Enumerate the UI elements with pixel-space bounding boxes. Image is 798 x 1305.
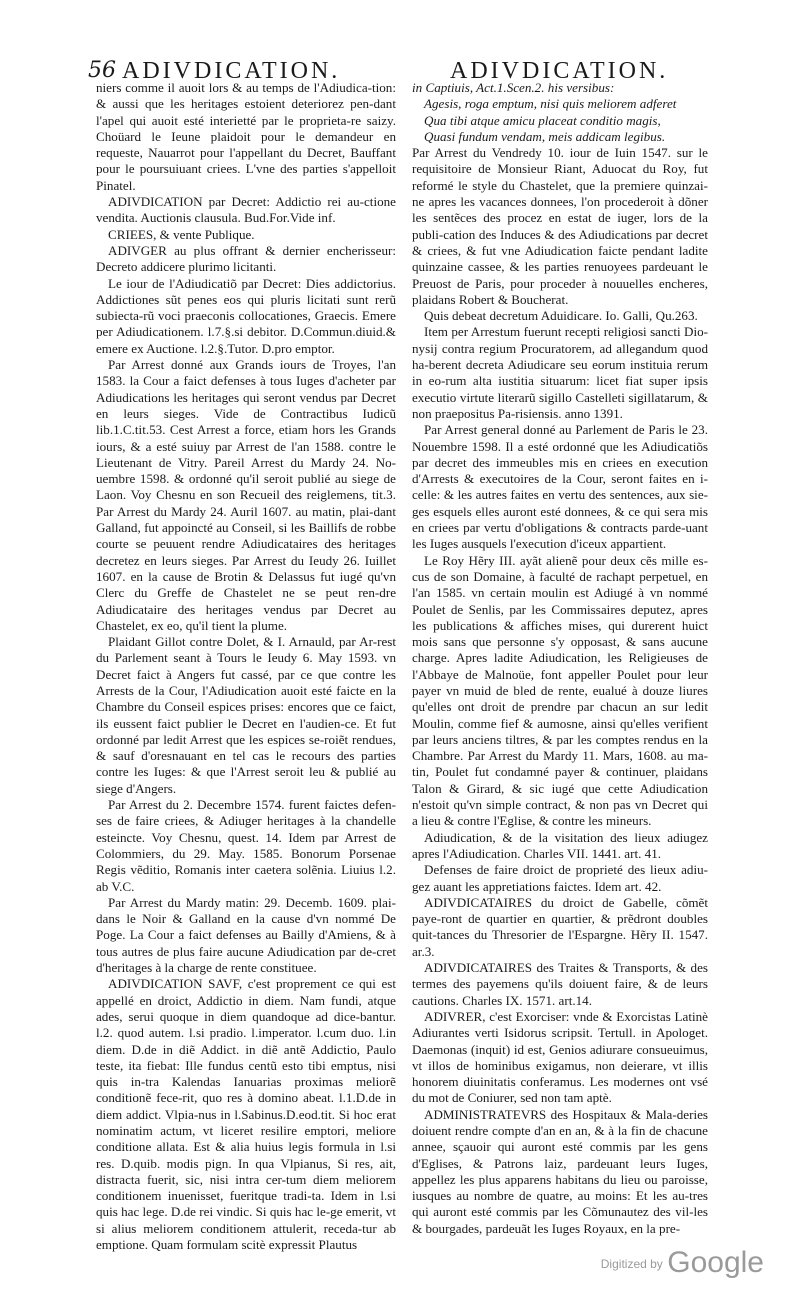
paragraph: ADIVDICATION par Decret: Addictio rei au-ctione vendita. Auctionis clausula. Bud.For.Vide inf.	[96, 194, 396, 226]
paragraph: Par Arrest general donné au Parlement de Paris le 23. Nouembre 1598. Il a esté ordonné que les Adiudicatiõs par decret des immeubles mis en criees en execution d'Arrests & executoires de la Cour, seront faites en i-celle: & les autres faites en vertu des sentences, aux sie-ges esquels elles auront esté donnees, & ce qui sera mis en criees par vertu d'obligations & contracts parde-uant les Iuges ausquels l'execution d'iceux appartient.	[412, 422, 708, 552]
paragraph: ADIVRER, c'est Exorciser: vnde & Exorcistas Latinè Adiurantes verti Isidorus scripsit. Tertull. in Apologet. Daemonas (inquit) id est, Genios adiurare consueuimus, vt illos de hominibus exigamus, non deierare, vt illis honorem diuinitatis conferamus. Les modernes ont vsé du mot de Coniurer, sed non tam aptè.	[412, 1008, 708, 1106]
paragraph: Quis debeat decretum Aduidicare. Io. Galli, Qu.263.	[424, 308, 698, 324]
left-column	[96, 80, 396, 1253]
running-title-right: ADIVDICATION.	[450, 58, 669, 84]
google-logo: Google	[667, 1246, 764, 1279]
page-number: 56	[88, 58, 116, 83]
paragraph: Item per Arrestum fuerunt recepti religiosi sancti Dio-nysij contra regium Procuratorem, ad allegandum quod ha-berent decreta Adiudicare seu eorum instituia rerum in eo-rum alta iustitia situarum: licet fiat super ipsis executio virtute literarũ sigillo Castelleti sigillatarum, & non praepositus Pa-risiensis. anno 1391.	[412, 324, 708, 421]
verse-intro-text: in Captiuis, Act.1.Scen.2. his versibus:	[412, 80, 615, 95]
paragraph: ADIVDICATION SAVF, c'est proprement ce qui est appellé en droict, Addictio in diem. Nam fundi, atque ades, serui quoque in diem quandoque ad dice-bantur. l.2. quod autem. l.si pradio. l.imperator. l.cum duo. l.in diem. D.de in diẽ Addict. in diẽ antẽ Addictio, Paulo teste, ita fiebat: Ille fundus centũ esto tibi emptus, nisi quis in-tra Kalendas Ianuarias proximas meliorẽ conditionẽ fece-rit, quo res à domino abeat. l.1.D.de in diem addict. Vlpia-nus in l.Sabinus.D.eod.tit. Si hoc erat nominatim actum, vt liceret resilire emptori, meliore conditione allata. Est & alia huius legis formula in l.si res. D.quib. modis pign. In qua Vlpianus, Si res, ait, distracta fuerit, sic, nisi intra cer-tum diem meliorem conditionem inuenisset, fueritque tradi-ta. Idem in l.si quis hac lege. D.de rei vindic. Si quis hac le-ge emerit, vt si alius meliorem conditionem attulerit, receda-tur ab emptione. Quam formulam scitè expressit Plautus	[96, 976, 396, 1253]
paragraph: ADIVDICATAIRES des Traites & Transports, & des termes des payemens qu'ils doiuent faire, & de leurs cautions. Charles IX. 1571. art.14.	[412, 960, 708, 1008]
digitized-by-google-watermark	[601, 1246, 764, 1280]
paragraph: Defenses de faire droict de proprieté des lieux adiu-gez auant les appretiations faictes. Idem art. 42.	[412, 862, 708, 894]
paragraph: Par Arrest du 2. Decembre 1574. furent faictes defen-ses de faire criees, & Adiuger heritages à la chandelle esteincte. Voy Chesnu, quest. 14. Idem par Arrest de Colommiers, du 29. May. 1585. Bonorum Porsenae Regis vẽditio, Romanis inter caetera solẽnia. Liuius l.2. ab V.C.	[96, 797, 396, 894]
paragraph: niers comme il auoit lors & au temps de l'Adiudica-tion: & aussi que les heritages estoient deteriorez pen-dant l'apel qui auoit esté interietté par le proprieta-re saizy. Choüard le Ieune plaidoit pour le demandeur en requeste, Nauarrot pour l'appellant du Decret, Bauffant pour le poursuiuant criees. L'vne des parties s'appelloit Pinatel.	[96, 80, 396, 193]
paragraph: ADIVGER au plus offrant & dernier encherisseur: Decreto addicere plurimo licitanti.	[96, 242, 396, 275]
paragraph: Adiudication, & de la visitation des lieux adiugez apres l'Adiudication. Charles VII. 1441. art. 41.	[412, 829, 708, 861]
watermark-prefix: Digitized by	[600, 1257, 663, 1271]
right-column	[412, 80, 708, 1237]
paragraph: Par Arrest donné aux Grands iours de Troyes, l'an 1583. la Cour a faict defenses à tous Iuges d'acheter par Adiudications les heritages qui seront vendus par Decret en leurs sieges. Vide de Contractibus Iudicũ lib.1.C.tit.53. Cest Arrest a force, etiam hors les Grands iours, & a esté suiuy par Arrest de l'an 1588. contre le Lieutenant de Vitry. Pareil Arrest du Mardy 24. No-uembre 1598. & ordonné qu'il seroit publié au siege de Laon. Voy Chesnu en son Recueil des reiglemens, tit.3. Par Arrest du Mardy 24. Auril 1607. au matin, plai-dant Galland, fut appoincté au Conseil, si les Baillifs de robbe courte se peuuent rendre Adiudicataires des heritages decretez en leurs sieges. Par Arrest du Ieudy 26. Iuillet 1607. en la cause de Brotin & Delassus fut iugé qu'vn Clerc du Greffe de Chastelet ne se peut ren-dre Adiudicataire des heritages vendus par Decret au Chastelet, ex eo, qu'il tient la plume.	[96, 357, 396, 633]
paragraph: Par Arrest du Mardy matin: 29. Decemb. 1609. plai-dans le Noir & Galland en la cause d'vn nommé De Poge. La Cour a faict defenses au Bailly d'Amiens, & à tous autres de plus faire aucune Adiudication par de-cret d'heritages à la charge de rente constituee.	[96, 894, 396, 976]
paragraph: Par Arrest du Vendredy 10. iour de Iuin 1547. sur le requisitoire de Monsieur Riant, Aduocat du Roy, fut reformé le style du Chastelet, que la premiere quinzai-ne apres les vacances donnees, l'on procederoit à dõner les sentẽces des procez en estat de iuger, lors de la publi-cation des Induces & des Adiudications par decret & criees, & fut vne Adiudication faicte pendant ladite quinzaine cassee, & les parties renuoyees pardeuant le Preuost de Paris, pour proceder à nouuelles encheres, plaidans Robert & Boucherat.	[412, 145, 708, 307]
paragraph: Le iour de l'Adiudicatiõ par Decret: Dies addictorius. Addictiones sũt penes eos qui pluris licitati sunt rerũ subiecta-rũ voci praeconis collocationes, Graecis. Emere per Adiudicationem. l.7.§.si debitor. D.Commun.diuid.& emere ex Auctione. l.2.§.Tutor. D.pro emptor.	[96, 275, 396, 356]
paragraph: ADIVDICATAIRES du droict de Gabelle, cõmẽt paye-ront de quartier en quartier, & prẽdront doubles quit-tances du Thresorier de l'Espargne. Hẽry II. 1547. ar.3.	[412, 894, 708, 959]
paragraph: CRIEES, & vente Publique.	[108, 226, 255, 242]
verse-intro	[412, 80, 708, 96]
verse-line: Qua tibi atque amicu placeat conditio magis,	[424, 112, 661, 128]
running-title-left: ADIVDICATION.	[122, 58, 341, 84]
paragraph: Le Roy Hẽry III. ayãt alienẽ pour deux cẽs mille es-cus de son Domaine, à faculté de rachapt perpetuel, en l'an 1585. vn certain moulin est Adiugé à vn nommé Poulet de Senlis, par les Commissaires deputez, apres les publications & affiches mises, qui durerent huict mois sans que personne s'y opposast, & sans aucune charge. Apres ladite Adiudication, les Religieuses de l'Abbaye de Malnoüe, font appeller Poulet pour leur payer vn muid de bled de rente, eualué à douze liures qu'elles ont droit de prendre par chacun an sur ledit Moulin, comme fief & aumosne, ainsi qu'elles verifient par leurs anciens tiltres, & par les comptes rendus en la Chambre. Par Arrest du Mardy 11. Mars, 1608. au ma-tin, Poulet fut condamné payer & continuer, plaidans Talon & Girard, & sic iugé que cette Adiudication n'estoit qu'vn simple contract, & non pas vn Decret qui a lieu & contre l'Eglise, & contre les mineurs.	[412, 552, 708, 829]
paragraph: ADMINISTRATEVRS des Hospitaux & Mala-deries doiuent rendre compte d'an en an, & à la fin de chacune annee, sçauoir qui auront esté commis par les gens d'Eglises, & Patrons laiz, pardeuant leurs Iuges, appellez les plus apparens habitans du lieu ou paroisse, iusques au nombre de quatre, au moins: Et les au-tres qui auront esté commis par les Cõmunautez des vil-les & bourgades, pardeuãt les Iuges Royaux, en la pre-	[412, 1106, 708, 1236]
paragraph: Plaidant Gillot contre Dolet, & I. Arnauld, par Ar-rest du Parlement seant à Tours le Ieudy 6. May 1593. vn Decret faict à Angers fut cassé, par ce que contre les Arrests de la Cour, l'Adiudication auoit esté faicte en la Chambre du Conseil espices prises: encores que ce faict, ils eussent faict publier le Decret en l'audien-ce. Et fut ordonné par ledit Arrest que les espices se-roiẽt rendues, & sauf d'oresnauant en tel cas le recours des parties contre les Iuges: & que l'Arrest seroit leu & publié au siege d'Angers.	[96, 634, 396, 796]
verse-line: Agesis, roga emptum, nisi quis meliorem adferet	[424, 96, 677, 112]
verse-line: Quasi fundum vendam, meis addicam legibus.	[424, 128, 666, 144]
